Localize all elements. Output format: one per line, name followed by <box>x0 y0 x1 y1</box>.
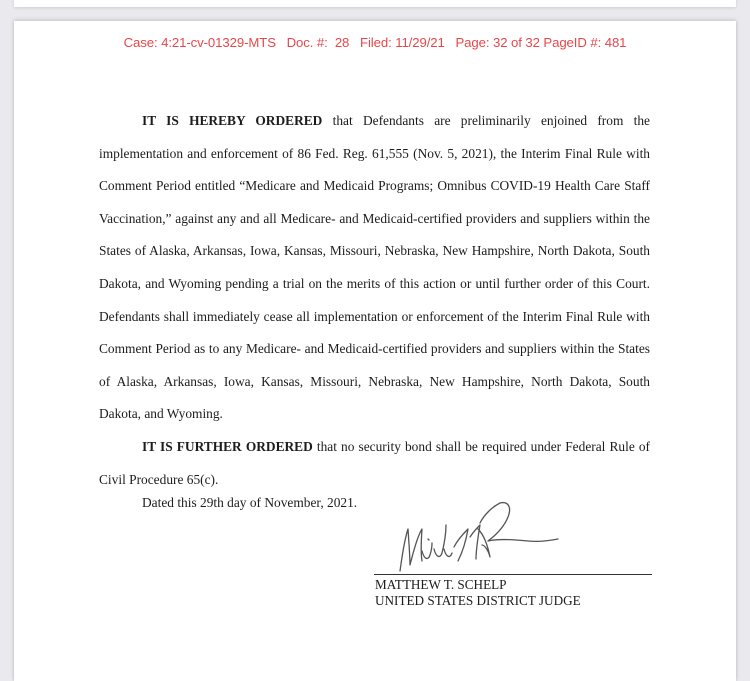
document-page <box>14 21 736 681</box>
signature-image <box>388 499 578 579</box>
previous-page-edge <box>14 0 736 7</box>
dated-line: Dated this 29th day of November, 2021. <box>142 495 358 510</box>
order-paragraph-1 <box>99 105 650 431</box>
order-text-2: that no security bond shall be required under Federal Rule of Civil Procedure 65(c). <box>99 438 650 487</box>
judge-name: MATTHEW T. SCHELP <box>375 577 507 592</box>
order-body <box>99 105 650 496</box>
order-lead-2: IT IS FURTHER ORDERED <box>142 438 313 454</box>
order-text-1: that Defendants are preliminarily enjoined from the implementation and enforcement of 86 Fed. Reg. 61,555 (Nov. 5, 2021), the Interim Final Rule with Comment Period entitled “Medicare and Medicaid Programs; Omnibus COVID-19 Health Care Staff Vaccination,” against any and all Medicare- and Medicaid-certified providers and suppliers within the States of Alaska, Arkansas, Iowa, Kansas, Missouri, Nebraska, New Hampshire, North Dakota, South Dakota, and Wyoming pending a trial on the merits of this action or until further order of this Court. Defendants shall immediately cease all implementation or enforcement of the Interim Final Rule with Comment Period as to any Medicare- and Medicaid-certified providers and suppliers within the States of Alaska, Arkansas, Iowa, Kansas, Missouri, Nebraska, New Hampshire, North Dakota, South Dakota, and Wyoming. <box>99 113 650 422</box>
signature-block <box>375 577 581 609</box>
judge-title: UNITED STATES DISTRICT JUDGE <box>375 593 581 608</box>
order-lead-1: IT IS HEREBY ORDERED <box>142 113 323 128</box>
ecf-header-stamp: Case: 4:21-cv-01329-MTS Doc. #: 28 Filed: 11/29/21 Page: 32 of 32 PageID #: 481 <box>123 35 627 50</box>
signature-line <box>374 574 652 575</box>
order-paragraph-2 <box>99 431 650 496</box>
